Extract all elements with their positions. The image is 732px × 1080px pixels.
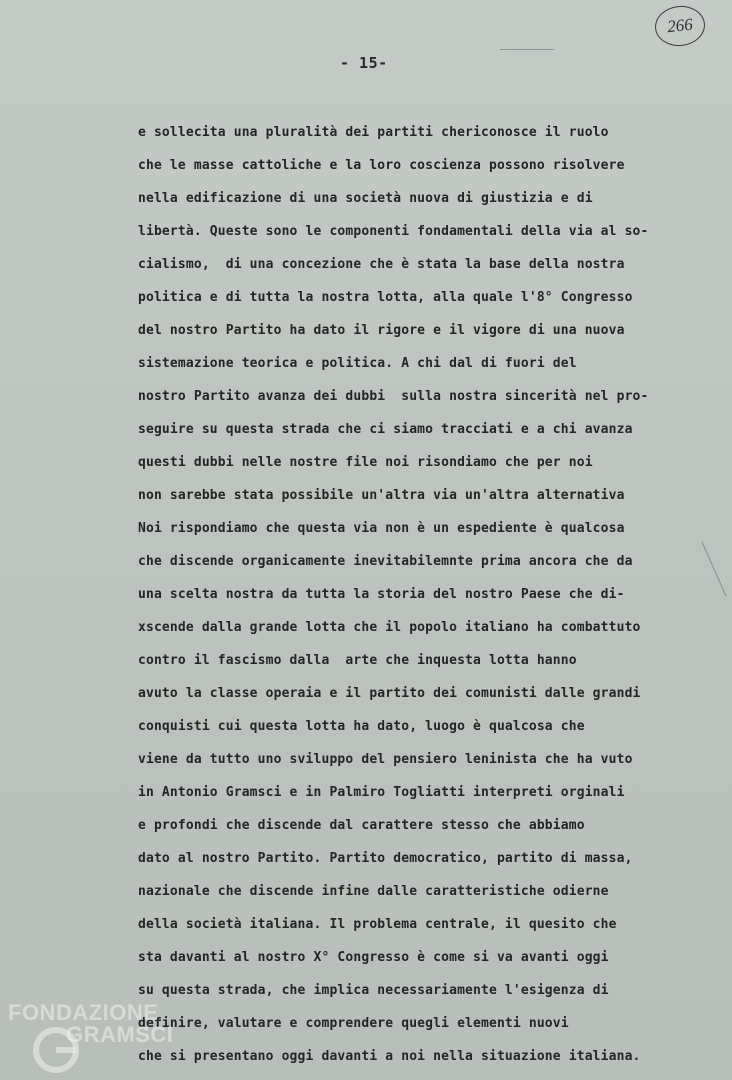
text-line: che discende organicamente inevitabilemnte prima ancora che da bbox=[138, 554, 633, 569]
text-line: non sarebbe stata possibile un'altra via un'altra alternativa bbox=[138, 488, 625, 503]
text-line: della società italiana. Il problema centrale, il quesito che bbox=[138, 917, 617, 932]
text-line: Noi rispondiamo che questa via non è un espediente è qualcosa bbox=[138, 521, 625, 536]
text-line: viene da tutto uno sviluppo del pensiero leninista che ha vuto bbox=[138, 752, 633, 767]
text-line: xscende dalla grande lotta che il popolo italiano ha combattuto bbox=[138, 620, 641, 635]
text-line: definire, valutare e comprendere quegli elementi nuovi bbox=[138, 1016, 569, 1031]
text-line: nella edificazione di una società nuova di giustizia e di bbox=[138, 191, 593, 206]
pencil-mark bbox=[500, 49, 554, 50]
text-line: avuto la classe operaia e il partito dei comunisti dalle grandi bbox=[138, 686, 641, 701]
text-line: nazionale che discende infine dalle caratteristiche odierne bbox=[138, 884, 609, 899]
text-line: nostro Partito avanza dei dubbi sulla nostra sincerità nel pro- bbox=[138, 389, 649, 404]
text-line: che le masse cattoliche e la loro coscienza possono risolvere bbox=[138, 158, 625, 173]
archive-number-stamp: 266 bbox=[653, 3, 707, 48]
margin-pencil-stroke bbox=[700, 540, 730, 600]
text-line: cialismo, di una concezione che è stata la base della nostra bbox=[138, 257, 625, 272]
watermark-line2: GRAMSCI bbox=[66, 1022, 174, 1047]
text-line: dato al nostro Partito. Partito democratico, partito di massa, bbox=[138, 851, 633, 866]
text-line: sta davanti al nostro X° Congresso è come si va avanti oggi bbox=[138, 950, 609, 965]
text-line: conquisti cui questa lotta ha dato, luogo è qualcosa che bbox=[138, 719, 585, 734]
text-line: che si presentano oggi davanti a noi nella situazione italiana. bbox=[138, 1049, 641, 1064]
text-line: sistemazione teorica e politica. A chi dal di fuori del bbox=[138, 356, 577, 371]
typewritten-text bbox=[138, 116, 718, 1073]
text-line: e profondi che discende dal carattere stesso che abbiamo bbox=[138, 818, 585, 833]
text-line: politica e di tutta la nostra lotta, alla quale l'8° Congresso bbox=[138, 290, 633, 305]
text-line: contro il fascismo dalla arte che inquesta lotta hanno bbox=[138, 653, 577, 668]
text-line: e sollecita una pluralità dei partiti chericonosce il ruolo bbox=[138, 125, 609, 140]
text-line: questi dubbi nelle nostre file noi risondiamo che per noi bbox=[138, 455, 593, 470]
text-line: seguire su questa strada che ci siamo tracciati e a chi avanza bbox=[138, 422, 633, 437]
page-number: - 15- bbox=[340, 54, 388, 72]
text-line: su questa strada, che implica necessariamente l'esigenza di bbox=[138, 983, 609, 998]
text-line: libertà. Queste sono le componenti fondamentali della via al so- bbox=[138, 224, 649, 239]
fondazione-gramsci-watermark bbox=[6, 1000, 196, 1080]
text-line: del nostro Partito ha dato il rigore e il vigore di una nuova bbox=[138, 323, 625, 338]
text-line: una scelta nostra da tutta la storia del nostro Paese che di- bbox=[138, 587, 625, 602]
watermark-line1: FONDAZIONE bbox=[8, 1000, 159, 1025]
text-line: in Antonio Gramsci e in Palmiro Togliatti interpreti orginali bbox=[138, 785, 625, 800]
